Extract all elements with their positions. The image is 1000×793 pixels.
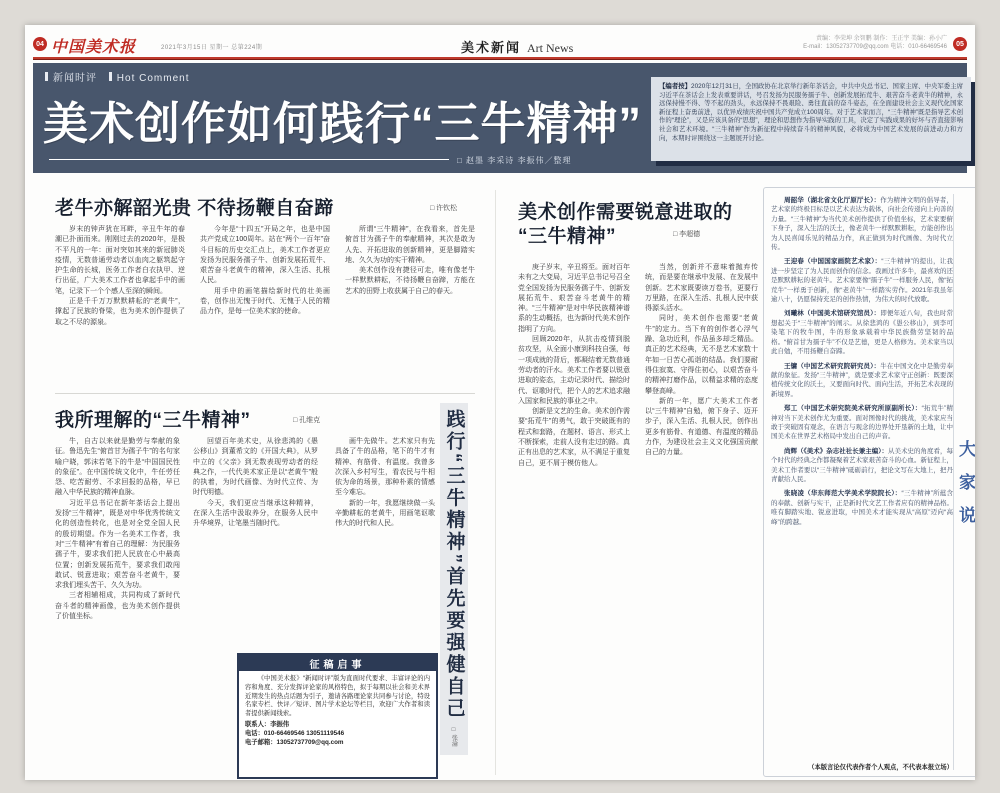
voice-item xyxy=(771,257,953,304)
voice-item xyxy=(771,447,953,485)
article4-author: □ 张渝 xyxy=(450,727,457,747)
headline-banner xyxy=(33,63,967,173)
notice-contact-name: 联系人：李振伟 xyxy=(245,720,290,728)
column-label xyxy=(45,69,189,84)
speaker-text: “三牛精神”的提出，让我进一步坚定了为人民而创作的信念。我画过许多牛，最喜欢的还是默默耕耘的老黄牛。艺术家要像“孺子牛”一样服务人民，像“拓荒牛”一样勇于创新，像“老黄牛”一样踏实劳作。2021年我虽年逾八十，仍愿保持充足的创作热情，为伟大的时代放歌。 xyxy=(771,258,953,304)
voice-item xyxy=(771,404,953,442)
column-label-cn: 新闻时评 xyxy=(53,73,97,84)
editors-note-tag: 【编者按】 xyxy=(659,83,692,90)
vertical-divider xyxy=(495,190,496,775)
speaker-text: 牛在中国文化中是勤劳奉献的象征。发扬“三牛精神”，就是要求艺术家守正创新：既要深植传统文化的沃土，又要面向时代、面向生活，开拓艺术表现的新境界。 xyxy=(771,362,953,398)
section-title-cn: 美术新闻 xyxy=(461,40,522,55)
article4-vertical-title: 践行“三牛精神”首先要强健自己 xyxy=(443,409,465,720)
speaker-text: “三牛精神”所蕴含的奉献、创新与实干，正是新时代文艺工作者应有的精神品格。唯有脚踏实地、锐意进取，中国美术才能实现从“高原”迈向“高峰”的跨越。 xyxy=(771,490,953,526)
article3-column-1: 庚子岁末，辛丑将至。面对百年未有之大变局，习近平总书记号召全党全国发扬为民服务孺子牛、创新发展拓荒牛、艰苦奋斗老黄牛的精神。“三牛精神”是对中华民族精神谱系的生动概括，也为新时代美术创作指明了方向。 回顾2020年，从抗击疫情到脱贫攻坚，从全面小康到科技自强，每一项成就的背后，都凝结着无数普通劳动者的汗水。美术工作者要以锐意进取的姿态，主动记录时代、描绘时代、讴歌时代，把个人的艺术追求融入国家和民族的事业之中。 创新是文艺的生命。美术创作需要“拓荒牛”的勇气，敢于突破既有的程式和套路，在题材、语言、形式上不断探索，走前人没有走过的路。真正有出息的艺术家，从不满足于重复自己，更不屑于模仿他人。 xyxy=(518,264,630,467)
masthead-dateline: 2021年3月15日 星期一 总第224期 xyxy=(161,45,263,51)
speaker-name: 郑工（中国艺术研究院美术研究所原副所长）： xyxy=(784,405,922,413)
article3-title-line1: 美术创作需要锐意进取的 xyxy=(518,202,733,223)
voices-label: 大家说 xyxy=(956,440,975,539)
section-title-en: Art News xyxy=(527,41,574,55)
speaker-name: 王迎春（中国国家画院艺术家）： xyxy=(784,258,882,266)
article2-title: 我所理解的“三牛精神” xyxy=(55,410,251,431)
speaker-text: 从美术史的角度看，每个时代的经典之作都凝聚着艺术家艰苦奋斗的心血。新征程上，美术工作者要以“三牛精神”砥砺前行，把论文写在大地上，把丹青献给人民。 xyxy=(771,447,953,483)
column-label-en: Hot Comment xyxy=(116,73,190,84)
article2-column-2: 回望百年美术史，从徐悲鸿的《愚公移山》到董希文的《开国大典》，从罗中立的《父亲》到无数表现劳动者的经典之作，一代代美术家正是以“老黄牛”般的执着，为时代画像、为时代立传、为时代明德。 今天，我们更应当继承这种精神，在深入生活中汲取养分，在服务人民中升华境界，让笔墨当随时代。 xyxy=(193,438,318,528)
main-headline: 美术创作如何践行“三牛精神” xyxy=(43,98,643,149)
newspaper-logo: 中国美术报 xyxy=(51,39,137,56)
staff-line-1: 责编：李荣坤 余智鹏 制作：王正宇 美编：孙小广 xyxy=(815,36,947,42)
staff-line-2: E-mail：13052737709@qq.com 电话：010-66469546 xyxy=(803,44,947,50)
masthead xyxy=(33,29,967,57)
voice-item xyxy=(771,196,953,252)
page-number-badge-left: 04 xyxy=(33,37,47,51)
call-for-submissions-box xyxy=(237,653,438,779)
article1-column-3: 所谓“三牛精神”，在我看来，首先是俯首甘为孺子牛的奉献精神，其次是敢为人先、开拓进取的创新精神，更是脚踏实地、久久为功的实干精神。 美术创作没有捷径可走，唯有像老牛一样默默耕耘，不待扬鞭自奋蹄，方能在艺术的田野上收获属于自己的春天。 xyxy=(345,226,475,295)
article1-title: 老牛亦解韶光贵 不待扬鞭自奋蹄 xyxy=(55,198,334,219)
page-number-badge-right: 05 xyxy=(953,37,967,51)
editors-note-box xyxy=(651,77,971,161)
notice-body xyxy=(239,671,436,751)
label-bar-icon xyxy=(109,72,112,81)
masthead-staff-info xyxy=(687,35,947,51)
editors-note-body: 2020年12月31日，全国政协在北京举行新年茶话会，中共中央总书记、国家主席、中央军委主席习近平在茶话会上发表重要讲话，号召发扬为民服务孺子牛、创新发展拓荒牛、艰苦奋斗老黄牛的精神，永远保持慢不得、等不起的劲头，永远保持不畏艰险、勇往直前的奋斗姿态，在全面建设社会主义现代化国家新征程上奋勇前进，以优异成绩庆祝中国共产党成立100周年。对于艺术家而言，“三牛精神”既是指导艺术创作的“理论”，又是应该具备的“思想”，理论和思想作为指导实践的工具，决定了实践成果的好坏与否直接影响社会和艺术环境。“三牛精神”作为新征程中持续奋斗的精神风貌，必将成为中国艺术发展的前进动力和方向，本期时评围绕这一主题展开讨论。 xyxy=(659,83,964,142)
horizontal-divider xyxy=(55,393,475,394)
speaker-text: 作为精神文明的倡导者，艺术家的终极目标是以艺术表达为载体，向社会传递向上向善的力量。“三牛精神”为当代美术创作提供了价值坐标，艺术家要俯下身子，深入生活的沃土，像老黄牛一样默默耕耘，方能创作出为人民喜闻乐见的精品力作，真正做到为时代画像、为时代立传。 xyxy=(771,197,953,252)
voice-item xyxy=(771,362,953,400)
notice-text: 《中国美术报》“新闻时评”版为直面时代要求、丰富评论的内容和角度、充分发挥评论家的风格特色，拟于每期以社会和美术界近期发生的热点话题为引子，邀请各路理论家共同参与讨论，特设名家专栏、快评／短评、图片学术论坛等栏目，欢迎广大作者和读者提供新闻线索。 xyxy=(245,675,430,718)
voices-section xyxy=(763,187,975,777)
speaker-name: 刘曦林（中国美术馆研究馆员）： xyxy=(784,310,881,318)
article3-title-line2: “三牛精神” xyxy=(518,226,617,247)
notice-contact-email: 电子邮箱：13052737709@qq.com xyxy=(245,738,344,746)
voices-paragraphs xyxy=(771,196,953,752)
article2-column-3: 画牛先做牛。艺术家只有先具备了牛的品格，笔下的牛才有精神、有筋骨、有温度。我曾多次深入乡村写生，看农民与牛相依为命的场景，那种朴素的情感至今难忘。 新的一年，我愿继续做一头辛勤耕耘的老黄牛，用画笔讴歌伟大的时代和人民。 xyxy=(335,438,435,528)
voices-footnote: （本版言论仅代表作者个人观点，不代表本报立场） xyxy=(808,764,953,771)
notice-contact-phone: 电话：010-66469546 13051119546 xyxy=(245,729,345,737)
editors-note-text xyxy=(659,83,963,143)
speaker-name: 周韶华（湖北省文化厅原厅长）： xyxy=(784,197,881,204)
article2-author: □ 孔维克 xyxy=(293,417,321,424)
notice-title: 征稿启事 xyxy=(239,655,436,671)
label-bar-icon xyxy=(45,72,48,81)
byline-rule xyxy=(49,159,449,160)
article1-column-2: 今年是“十四五”开局之年，也是中国共产党成立100周年。站在“两个一百年”奋斗目标的历史交汇点上，美术工作者更应发扬为民服务孺子牛、创新发展拓荒牛、艰苦奋斗老黄牛的精神，深入生活、扎根人民。 用手中的画笔描绘新时代的壮美画卷，创作出无愧于时代、无愧于人民的精品力作，是每一位美术家的使命。 xyxy=(200,226,330,316)
article3-column-2: 当然，创新并不意味着抛弃传统，而是要在继承中发展、在发展中创新。艺术家既要读万卷书，更要行万里路，在深入生活、扎根人民中获得源头活水。 同时，美术创作也需要“老黄牛”的定力。当下有的创作者心浮气躁、急功近利，作品虽多却乏精品。真正的艺术经典，无不是艺术家数十年如一日苦心孤诣的结晶。我们要耐得住寂寞、守得住初心，以艰苦奋斗的精神打磨作品，以精益求精的态度攀登高峰。 新的一年，愿广大美术工作者以“三牛精神”自勉，俯下身子、迈开步子，深入生活、扎根人民，创作出更多有筋骨、有道德、有温度的精品力作，为建设社会主义文化强国贡献自己的力量。 xyxy=(645,264,758,457)
voice-item xyxy=(771,489,953,527)
main-byline: □ 赵墨 李采诗 李振伟／整理 xyxy=(457,156,572,165)
masthead-rule xyxy=(33,57,967,60)
article2-column-1: 牛，自古以来就是勤劳与奉献的象征。鲁迅先生“俯首甘为孺子牛”的名句家喻户晓，郭沫若笔下的牛是“中国国民性的象征”。在中国传统文化中，牛任劳任怨、吃苦耐劳、不求回报的品格，早已融入中华民族的精神血脉。 习近平总书记在新年茶话会上提出发扬“三牛精神”，既是对中华优秀传统文化的创造性转化，也是对全党全国人民的殷切期望。作为一名美术工作者，我对“三牛精神”有着自己的理解：为民服务孺子牛，要求我们把人民放在心中最高位置；创新发展拓荒牛，要求我们敢闯敢试、锐意进取；艰苦奋斗老黄牛，要求我们埋头苦干、久久为功。 三者相辅相成，共同构成了新时代奋斗者的精神画像，也为美术创作提供了价值坐标。 xyxy=(55,438,180,621)
article3-author: □ 李超德 xyxy=(673,231,701,238)
article1-author: □ 许钦松 xyxy=(430,205,458,212)
speaker-name: 尚辉（《美术》杂志社社长兼主编）： xyxy=(784,447,888,455)
speaker-name: 张晓凌（华东师范大学美术学院院长）： xyxy=(784,490,902,498)
newspaper-page-surface xyxy=(25,25,975,780)
section-title xyxy=(461,37,573,56)
article1-column-1: 岁末的钟声犹在耳畔，辛丑牛年的春潮已扑面而来。刚刚过去的2020年，是极不平凡的一年：面对突如其来的新冠肺炎疫情，无数普通劳动者以血肉之躯筑起守护生命的长城，医务工作者白衣执甲、逆行出征，广大美术工作者也拿起手中的画笔，记录下一个个感人至深的瞬间。 正是千千万万默默耕耘的“老黄牛”，撑起了民族的脊梁，也为美术创作提供了取之不尽的源泉。 xyxy=(55,226,185,326)
speaker-text: 即便年近八旬，我也时常想起关于“三牛精神”的阐示。从徐悲鸿的《愚公移山》，到李可染笔下的牧牛图，牛的形象承载着中华民族勤劳坚韧的品格。“俯首甘为孺子牛”不仅是艺德，更是人格修为。美术家当以此自勉，不用扬鞭自奋蹄。 xyxy=(771,310,953,356)
speaker-text: “拓荒牛”精神对当下美术创作尤为重要。面对图像时代的挑战，美术家应当敢于突破固有观念，在语言与观念的边界处开垦新的土地，让中国美术在世界艺术格局中发出自己的声音。 xyxy=(771,405,953,441)
vertical-headline-strip xyxy=(440,403,468,755)
speaker-name: 王镛（中国艺术研究院研究员）： xyxy=(784,362,881,370)
voice-item xyxy=(771,309,953,356)
